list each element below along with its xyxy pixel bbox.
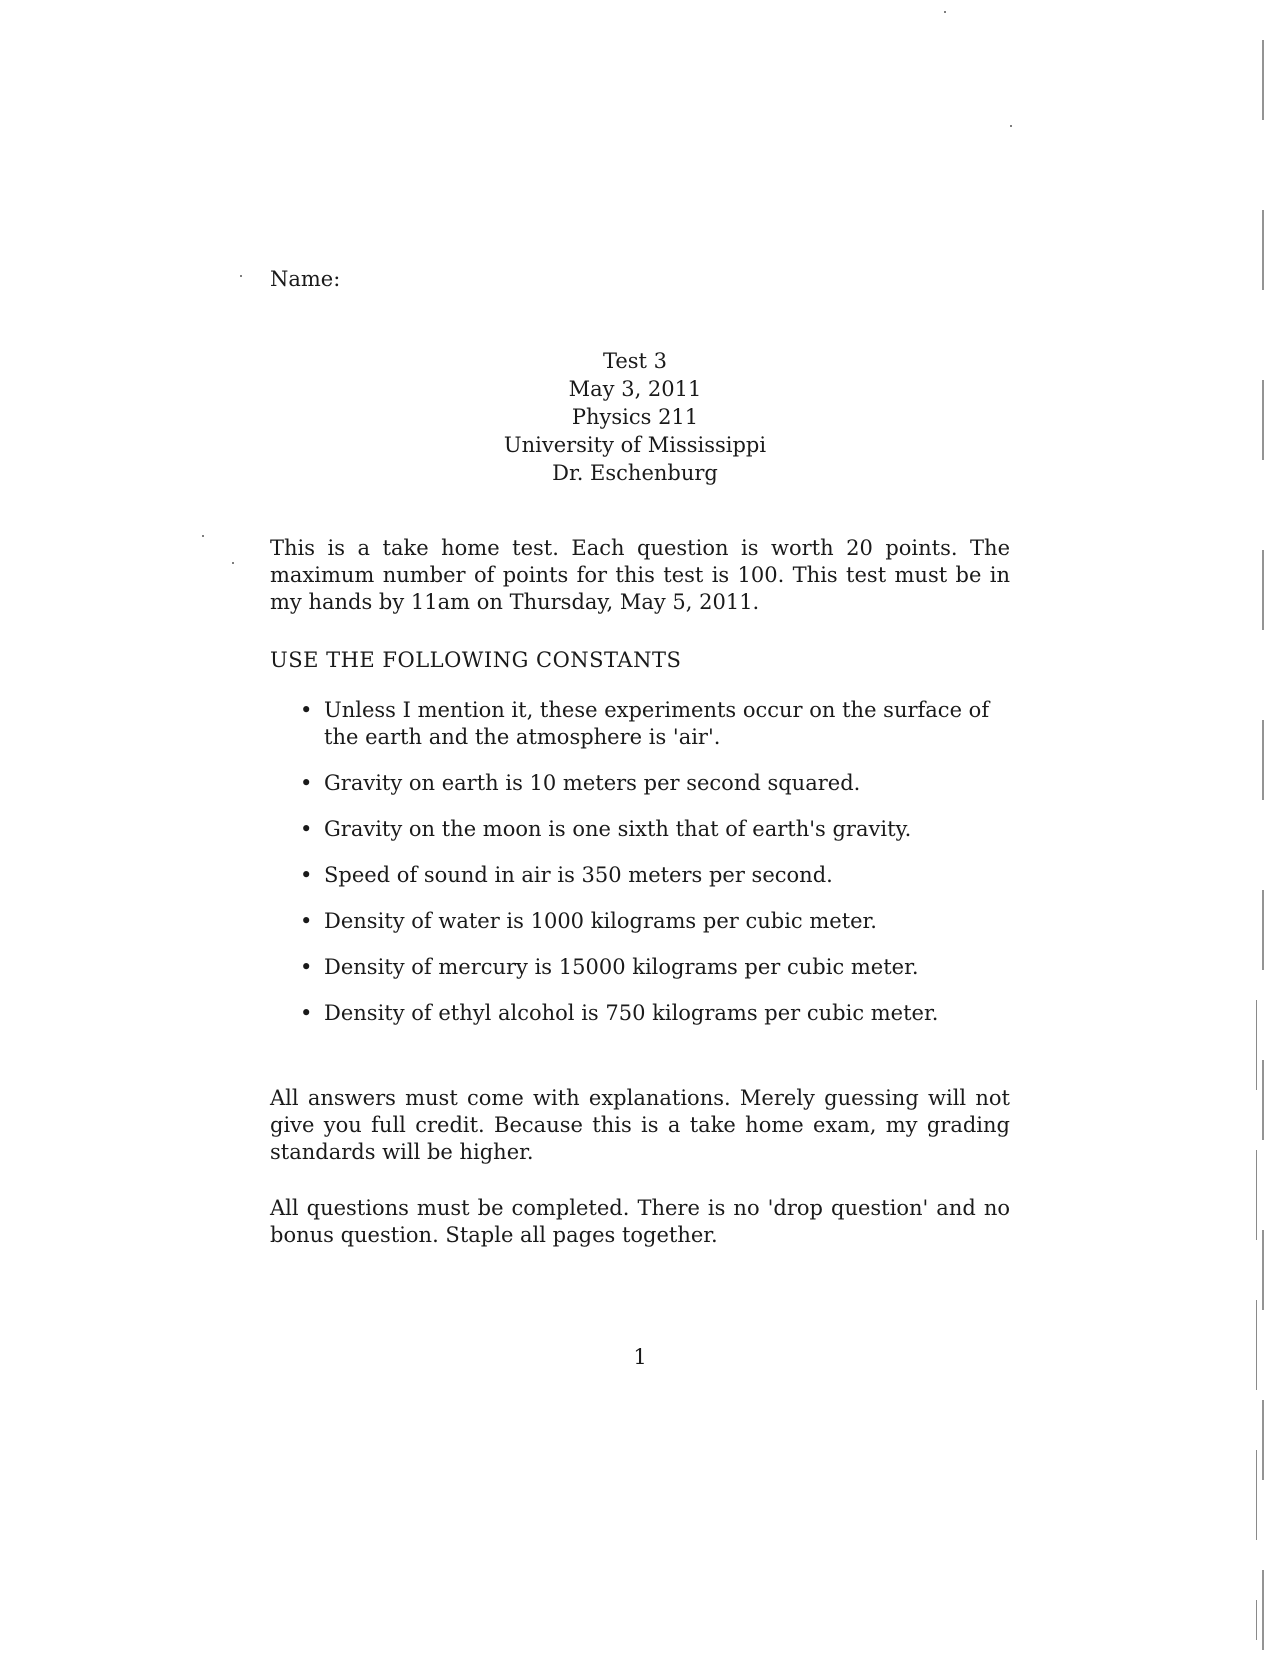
scan-speck xyxy=(202,535,204,537)
list-item: • Density of mercury is 15000 kilograms per cubic meter. xyxy=(270,954,1010,981)
header-instructor: Dr. Eschenburg xyxy=(552,461,718,485)
scan-speck xyxy=(1010,125,1012,127)
name-label: Name: xyxy=(270,267,341,291)
intro-paragraph: This is a take home test. Each question is worth 20 points. The maximum number of points for this test is 100. This test must be in my hands by 11am on Thursday, May 5, 2011. xyxy=(270,536,1010,614)
scan-edge-artifact xyxy=(1262,0,1264,1656)
header-course: Physics 211 xyxy=(571,405,699,429)
list-item: • Unless I mention it, these experiments occur on the surface of the earth and the atmosphere is 'air'. xyxy=(270,697,1010,751)
list-item: • Speed of sound in air is 350 meters per second. xyxy=(270,862,1010,889)
scan-speck xyxy=(944,11,946,13)
scan-speck xyxy=(232,562,234,564)
list-item: • Density of water is 1000 kilograms per cubic meter. xyxy=(270,908,1010,935)
header-date: May 3, 2011 xyxy=(568,377,702,401)
scan-edge-artifact xyxy=(1256,940,1257,1640)
constants-heading: USE THE FOLLOWING CONSTANTS xyxy=(270,648,682,672)
header-test-title: Test 3 xyxy=(602,349,668,373)
constants-list xyxy=(270,697,1010,1046)
questions-paragraph: All questions must be completed. There is no 'drop question' and no bonus question. Staple all pages together. xyxy=(270,1196,1010,1247)
exam-header xyxy=(440,347,830,487)
list-item: • Density of ethyl alcohol is 750 kilograms per cubic meter. xyxy=(270,1000,1010,1027)
list-item: • Gravity on earth is 10 meters per second squared. xyxy=(270,770,1010,797)
answers-paragraph: All answers must come with explanations. Merely guessing will not give you full credit. Because this is a take home exam, my grading standards will be higher. xyxy=(270,1086,1010,1164)
scan-speck xyxy=(240,275,242,277)
page-number: 1 xyxy=(633,1345,647,1369)
header-university: University of Mississippi xyxy=(503,433,767,457)
list-item: • Gravity on the moon is one sixth that of earth's gravity. xyxy=(270,816,1010,843)
